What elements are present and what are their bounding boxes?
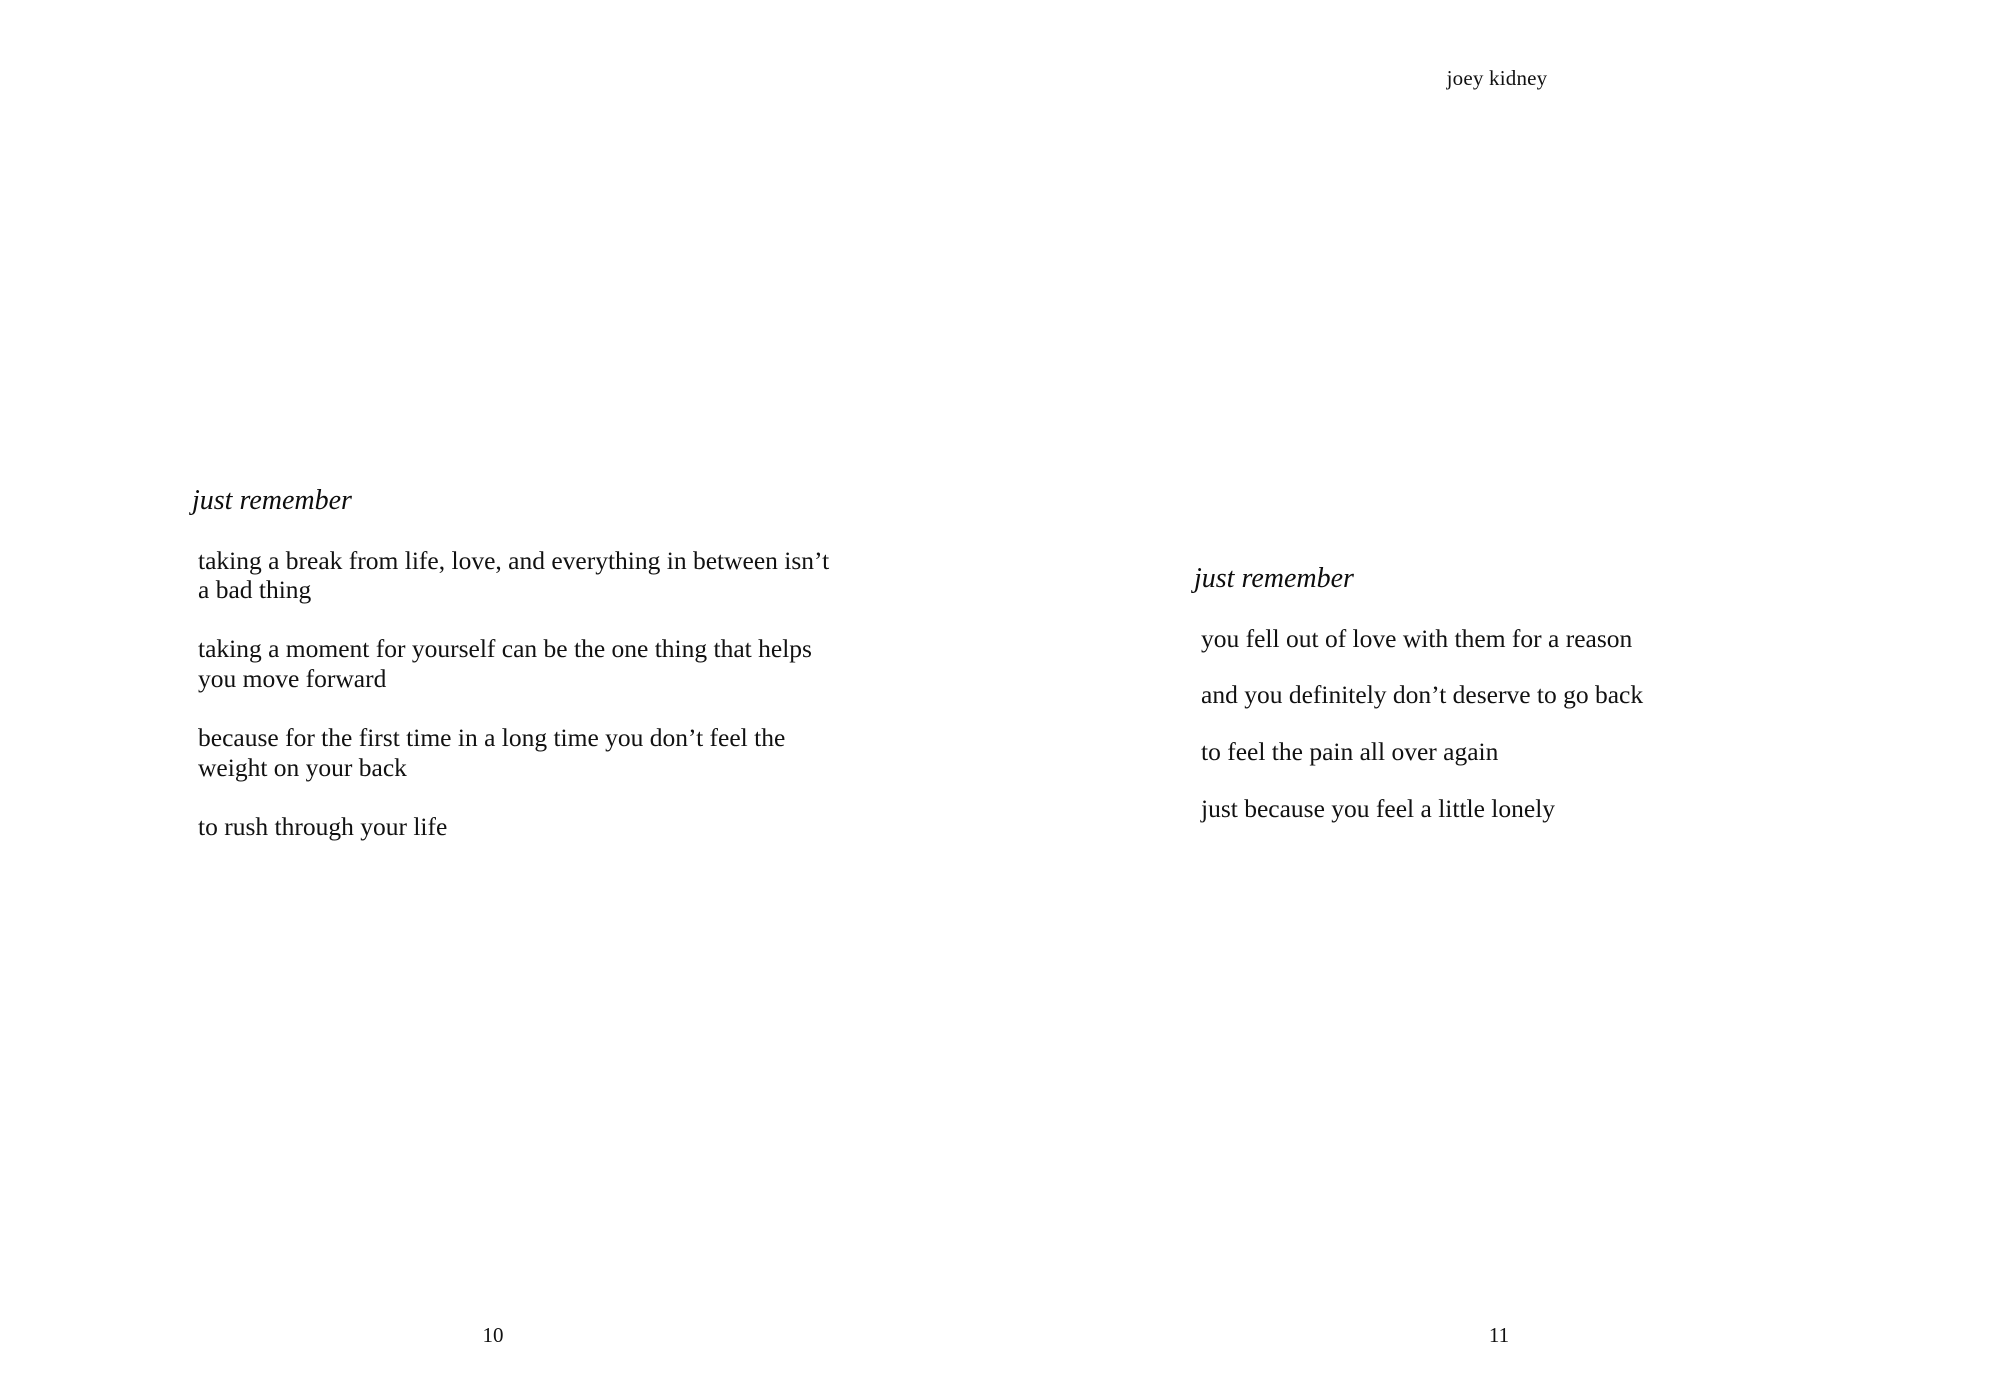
stanza: taking a moment for yourself can be the one thing that helps you move forward [198,634,812,694]
page-number-right: 11 [1488,1323,1510,1347]
stanza: you fell out of love with them for a reason [1201,623,1633,653]
stanza: just because you feel a little lonely [1201,794,1556,824]
poem-title-left: just remember [192,485,352,516]
stanza: to feel the pain all over again [1201,737,1499,767]
page-right [998,0,1996,1396]
poem-body-left [192,546,832,842]
poem-left [192,484,832,841]
poem-right [1194,562,1834,824]
running-head-author: joey kidney [1446,66,1548,90]
poem-body-right [1194,624,1834,824]
page-number-left: 10 [482,1323,504,1347]
stanza: and you definitely don’t deserve to go back [1201,680,1644,710]
stanza: because for the first time in a long time you don’t feel the weight on your back [198,722,786,782]
poem-title-right: just remember [1194,563,1354,594]
stanza: taking a break from life, love, and everything in between isn’t a bad thing [198,545,830,605]
stanza: to rush through your life [198,811,448,841]
